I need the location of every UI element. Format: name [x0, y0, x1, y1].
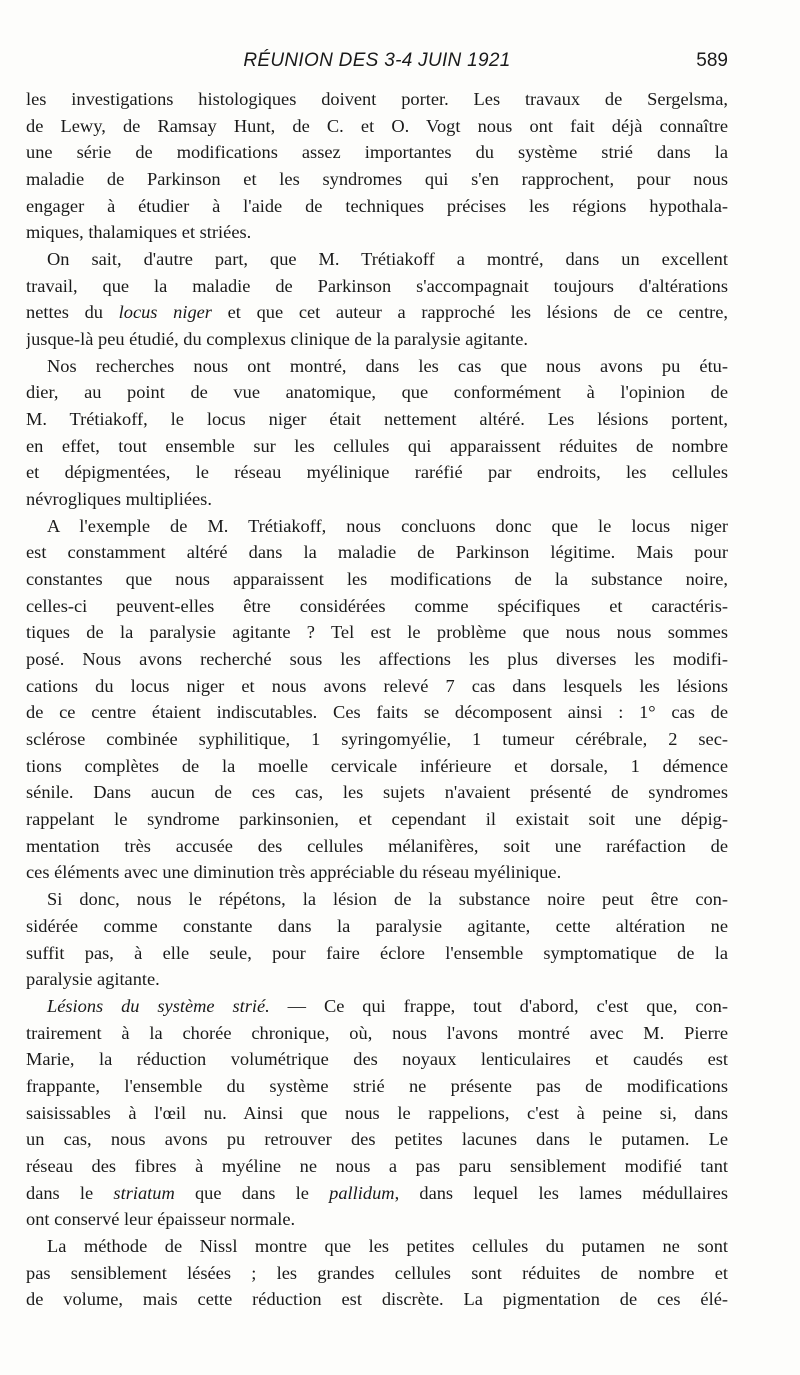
text-line: dier, au point de vue anatomique, que conformément à l'opinion de	[26, 382, 728, 403]
text-segment: que dans le	[174, 1182, 330, 1203]
text-line: Si donc, nous le répétons, la lésion de la substance noire peut être con-	[47, 889, 728, 910]
text-line: cations du locus niger et nous avons relevé 7 cas dans lesquels les lésions	[26, 675, 728, 696]
text-line: de ce centre étaient indiscutables. Ces faits se décomposent ainsi : 1° cas de	[26, 702, 728, 723]
running-title: RÉUNION DES 3-4 JUIN 1921	[243, 50, 511, 71]
text-line: paralysie agitante.	[26, 969, 160, 990]
text-line: La méthode de Nissl montre que les petites cellules du putamen ne sont	[47, 1235, 728, 1256]
text-line: Nos recherches nous ont montré, dans les cas que nous avons pu étu-	[47, 355, 728, 376]
text-line: suffit pas, à elle seule, pour faire éclore l'ensemble symptomatique de la	[26, 942, 728, 963]
text-line: engager à étudier à l'aide de techniques précises les régions hypothala-	[26, 195, 728, 216]
body-text	[26, 86, 728, 1313]
text-line: miques, thalamiques et striées.	[26, 222, 252, 243]
text-line: les investigations histologiques doivent porter. Les travaux de Sergelsma,	[26, 89, 728, 109]
text-line: celles-ci peuvent-elles être considérées comme spécifiques et caractéris-	[26, 595, 728, 616]
text-line: un cas, nous avons pu retrouver des petites lacunes dans le putamen. Le	[26, 1129, 728, 1150]
text-segment: nettes du	[26, 302, 119, 323]
text-line	[26, 1180, 728, 1207]
text-line: en effet, tout ensemble sur les cellules qui apparaissent réduites de nombre	[26, 435, 728, 456]
text-line: de volume, mais cette réduction est discrète. La pigmentation de ces élé-	[26, 1289, 728, 1310]
text-line: sclérose combinée syphilitique, 1 syringomyélie, 1 tumeur cérébrale, 2 sec-	[26, 729, 728, 750]
page-number: 589	[696, 50, 728, 71]
text-line: sénile. Dans aucun de ces cas, les sujets n'avaient présenté de syndromes	[26, 782, 728, 803]
text-line: saisissables à l'œil nu. Ainsi que nous le rappelions, c'est à peine si, dans	[26, 1102, 728, 1123]
text-line: posé. Nous avons recherché sous les affections les plus diverses les modifi-	[26, 649, 728, 670]
text-line: est constamment altéré dans la maladie de Parkinson légitime. Mais pour	[26, 542, 728, 563]
text-line: constantes que nous apparaissent les modifications de la substance noire,	[26, 569, 728, 590]
text-line	[26, 993, 728, 1020]
text-line: tiques de la paralysie agitante ? Tel est le problème que nous nous sommes	[26, 622, 728, 643]
italic-text: striatum	[113, 1182, 175, 1203]
text-segment: — Ce qui frappe, tout d'abord, c'est que, con-	[269, 995, 728, 1016]
text-line: Marie, la réduction volumétrique des noyaux lenticulaires et caudés est	[26, 1049, 728, 1070]
text-line: M. Trétiakoff, le locus niger était nettement altéré. Les lésions portent,	[26, 409, 728, 430]
text-line: ont conservé leur épaisseur normale.	[26, 1209, 296, 1230]
text-line: sidérée comme constante dans la paralysie agitante, cette altération ne	[26, 915, 728, 936]
text-line: trairement à la chorée chronique, où, nous l'avons montré avec M. Pierre	[26, 1022, 728, 1043]
text-line: névrogliques multipliées.	[26, 489, 212, 510]
italic-text: pallidum	[329, 1182, 395, 1203]
text-line	[26, 299, 728, 326]
italic-text: locus niger	[118, 302, 212, 323]
running-header	[26, 50, 728, 78]
text-line: travail, que la maladie de Parkinson s'accompagnait toujours d'altérations	[26, 275, 728, 296]
text-line: pas sensiblement lésées ; les grandes cellules sont réduites de nombre et	[26, 1262, 728, 1283]
text-line: tions complètes de la moelle cervicale inférieure et dorsale, 1 démence	[26, 755, 728, 776]
text-line: une série de modifications assez importantes du système strié dans la	[26, 142, 728, 163]
text-line: On sait, d'autre part, que M. Trétiakoff a montré, dans un excellent	[47, 249, 728, 270]
text-segment: , dans lequel les lames médullaires	[394, 1182, 728, 1203]
text-segment: et que cet auteur a rapproché les lésions de ce centre,	[211, 302, 728, 323]
text-line: ces éléments avec une diminution très appréciable du réseau myélinique.	[26, 862, 562, 883]
text-line: mentation très accusée des cellules mélanifères, soit une raréfaction de	[26, 835, 728, 856]
text-line: de Lewy, de Ramsay Hunt, de C. et O. Vogt nous ont fait déjà connaître	[26, 115, 728, 136]
text-line: jusque-là peu étudié, du complexus clinique de la paralysie agitante.	[26, 329, 528, 350]
text-segment: dans le	[26, 1182, 114, 1203]
text-line: rappelant le syndrome parkinsonien, et cependant il existait soit une dépig-	[26, 809, 728, 830]
text-line: frappante, l'ensemble du système strié ne présente pas de modifications	[26, 1075, 728, 1096]
text-line: et dépigmentées, le réseau myélinique raréfié par endroits, les cellules	[26, 462, 728, 483]
text-line: maladie de Parkinson et les syndromes qui s'en rapprochent, pour nous	[26, 169, 728, 190]
italic-text: Lésions du système strié.	[47, 995, 270, 1016]
text-line: réseau des fibres à myéline ne nous a pas paru sensiblement modifié tant	[26, 1155, 728, 1176]
text-line: A l'exemple de M. Trétiakoff, nous concluons donc que le locus niger	[47, 515, 728, 536]
